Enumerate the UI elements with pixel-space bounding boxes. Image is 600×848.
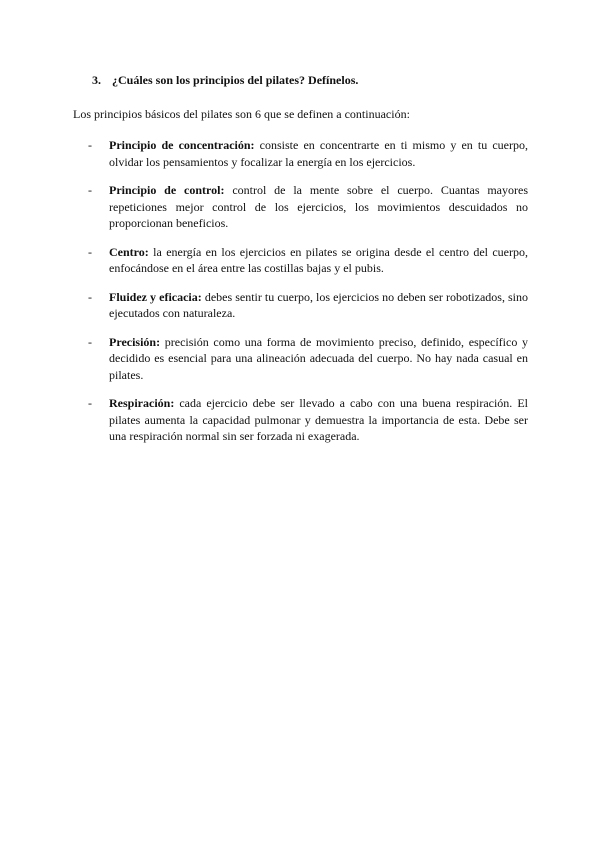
list-item bbox=[88, 289, 528, 322]
intro-paragraph: Los principios básicos del pilates son 6 que se definen a continuación: bbox=[73, 107, 410, 121]
principle-description: precisión como una forma de movimiento preciso, definido, específico y decidido es esencial para una alineación adecuada del cuerpo. No hay nada casual en pilates. bbox=[109, 334, 528, 382]
bullet-dash: - bbox=[88, 183, 92, 197]
question-heading bbox=[92, 72, 358, 88]
principle-description: la energía en los ejercicios en pilates se origina desde el centro del cuerpo, enfocándose en el área entre las costillas bajas y el pubis. bbox=[109, 244, 528, 275]
principle-term: Principio de control: bbox=[109, 183, 225, 197]
list-item bbox=[88, 137, 528, 170]
list-item bbox=[88, 334, 528, 384]
list-item bbox=[88, 395, 528, 445]
bullet-dash: - bbox=[88, 396, 92, 410]
principles-list bbox=[88, 137, 528, 457]
principle-term: Principio de concentración: bbox=[109, 138, 255, 152]
bullet-dash: - bbox=[88, 138, 92, 152]
principle-description: consiste en concentrarte en ti mismo y en tu cuerpo, olvidar los pensamientos y focalizar la energía en los ejercicios. bbox=[109, 138, 528, 169]
bullet-dash: - bbox=[88, 289, 92, 304]
principle-term: Respiración: bbox=[109, 396, 175, 410]
list-item bbox=[88, 244, 528, 277]
principle-description: cada ejercicio debe ser llevado a cabo con una buena respiración. El pilates aumenta la capacidad pulmonar y demuestra la importancia de esta. Debe ser una respiración normal sin ser forzada ni exagerada. bbox=[109, 396, 528, 443]
principle-term: Centro: bbox=[109, 244, 149, 259]
principle-description: debes sentir tu cuerpo, los ejercicios no deben ser robotizados, sino ejecutados con naturaleza. bbox=[109, 289, 529, 320]
principle-term: Precisión: bbox=[109, 334, 161, 349]
question-text: ¿Cuáles son los principios del pilates? Defínelos. bbox=[112, 73, 359, 87]
list-item bbox=[88, 182, 528, 232]
bullet-dash: - bbox=[88, 244, 92, 259]
question-number: 3. bbox=[92, 73, 101, 87]
bullet-dash: - bbox=[88, 334, 92, 349]
principle-term: Fluidez y eficacia: bbox=[109, 289, 202, 304]
principle-description: control de la mente sobre el cuerpo. Cuantas mayores repeticiones mejor control de los ejercicios, los movimientos descuidados no proporcionan beneficios. bbox=[109, 183, 528, 230]
